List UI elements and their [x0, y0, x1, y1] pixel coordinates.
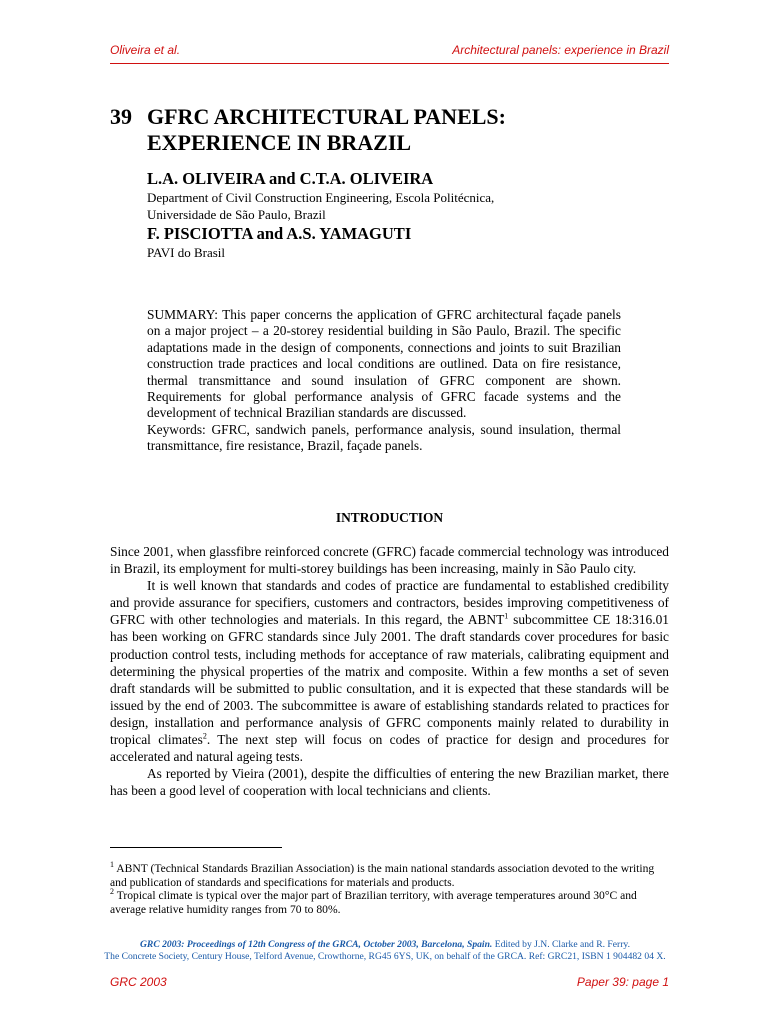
proceedings-editors: Edited by J.N. Clarke and R. Ferry. [492, 939, 630, 950]
footer-page: Paper 39: page 1 [576, 975, 669, 989]
footnote-1-text: ABNT (Technical Standards Brazilian Association) is the main national standards association devoted to the writing and publication of standards and specifications for materials and products. [110, 862, 655, 889]
paragraph-2-part-b: subcommittee CE 18:316.01 has been working on GFRC standards since July 2001. The draft standards cover procedures for basic production control tests, including methods for acceptance of raw materials, calibrating equipment and determining the physical properties of the matrix and composite. Within a few months a set of seven draft standards will be submitted to public consultation, and it is expected that these standards will be issued by the end of 2003. The subcommittee is aware of establishing standards related to practices for design, installation and performance analysis of GFRC components mainly related to durability in tropical climates [110, 612, 669, 748]
author-block [147, 169, 667, 261]
paragraph-2-part-a: It is well known that standards and codes of practice are fundamental to established credibility and provide assurance for specifiers, customers and contractors, besides improving competitiveness of GFRC with other technologies and materials. In this regard, the ABNT [110, 578, 669, 628]
summary-text: SUMMARY: This paper concerns the application of GFRC architectural façade panels on a major project – a 20-storey residential building in São Paulo, Brazil. The specific adaptations made in the design of components, connections and joints to suit Brazilian construction trade practices and local conditions are outlined. Data on fire resistance, thermal transmittance and sound insulation of GFRC component are shown. Requirements for global performance analysis of GFRC facade systems and the development of technical Brazilian standards are discussed. [147, 307, 621, 421]
summary-block [147, 307, 621, 455]
paragraph-1: Since 2001, when glassfibre reinforced concrete (GFRC) facade commercial technology was introduced in Brazil, its employment for multi-storey buildings has been increasing, mainly in São Paulo city. [110, 544, 669, 577]
paper-number: 39 [110, 104, 132, 129]
keywords: Keywords: GFRC, sandwich panels, performance analysis, sound insulation, thermal transmittance, fire resistance, Brazil, façade panels. [147, 421, 621, 454]
proceedings-note [90, 939, 680, 963]
footnote-ref-2: 2 [202, 731, 207, 741]
footer-conference: GRC 2003 [110, 975, 167, 989]
paragraph-2-part-c: . The next step will focus on codes of practice for design and procedures for accelerated and natural ageing tests. [110, 732, 669, 765]
paragraph-2 [110, 577, 669, 765]
header-authors: Oliveira et al. [110, 43, 181, 57]
affiliation-1-line-1: Department of Civil Construction Engineering, Escola Politécnica, [147, 190, 495, 205]
title-line-2: EXPERIENCE IN BRAZIL [147, 130, 412, 155]
proceedings-citation: GRC 2003: Proceedings of 12th Congress of the GRCA, October 2003, Barcelona, Spain. [140, 939, 493, 950]
author-names-1: L.A. OLIVEIRA and C.T.A. OLIVEIRA [147, 169, 434, 188]
author-names-2: F. PISCIOTTA and A.S. YAMAGUTI [147, 224, 412, 243]
footnote-2 [110, 889, 669, 916]
footnote-ref-1: 1 [504, 611, 509, 621]
header-short-title: Architectural panels: experience in Brazil [452, 43, 669, 57]
footnotes [110, 862, 669, 916]
paragraph-3: As reported by Vieira (2001), despite the difficulties of entering the new Brazilian market, there has been a good level of cooperation with local technicians and clients. [110, 766, 669, 799]
introduction-body [110, 543, 669, 799]
title-line-1: GFRC ARCHITECTURAL PANELS: [147, 104, 506, 129]
affiliation-1-line-2: Universidade de São Paulo, Brazil [147, 207, 326, 222]
proceedings-line-2: The Concrete Society, Century House, Telford Avenue, Crowthorne, RG45 6YS, UK, on behalf of the GRCA. Ref: GRC21, ISBN 1 904482 04 X. [104, 951, 666, 963]
running-footer [110, 975, 669, 989]
header-rule [110, 63, 669, 64]
proceedings-line-1 [90, 939, 680, 951]
footnote-mark-1: 1 [110, 860, 114, 870]
footnote-2-text: Tropical climate is typical over the major part of Brazilian territory, with average temperatures around 30°C and average relative humidity ranges from 70 to 80%. [110, 889, 637, 916]
footnote-rule [110, 847, 282, 848]
title-text [147, 104, 667, 156]
section-heading-introduction: INTRODUCTION [335, 510, 444, 525]
footnote-mark-2: 2 [110, 887, 114, 897]
affiliation-2: PAVI do Brasil [147, 245, 226, 260]
running-header [110, 43, 669, 57]
footnote-1 [110, 862, 669, 889]
